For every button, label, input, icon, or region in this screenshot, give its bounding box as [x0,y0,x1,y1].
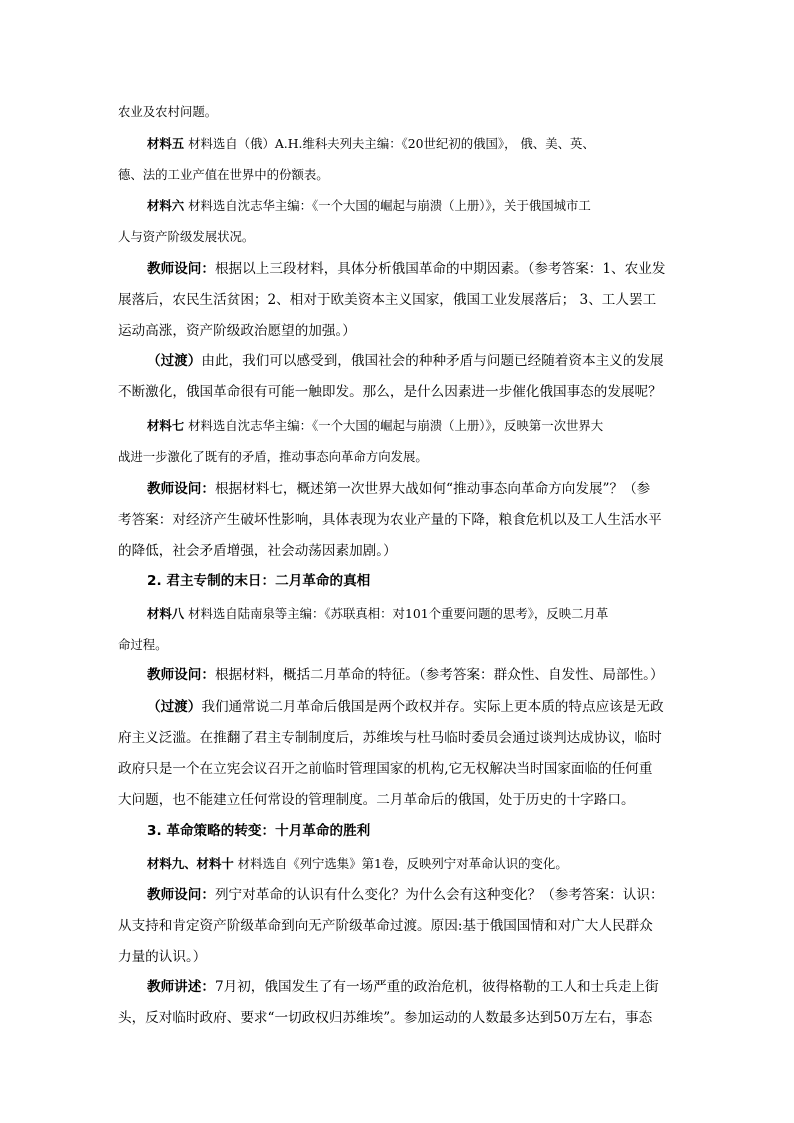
material-label: 材料五 [147,136,185,151]
teacher-question-4: 教师设问：列宁对革命的认识有什么变化？为什么会有这种变化？（参考答案：认识： 从支持和肯定资产阶级革命到向无产阶级革命过渡。原因:基于俄国国情和对广大人民群众 力量的认识。） [118,887,664,965]
material-label: 材料七 [147,418,185,433]
narration-label: 教师讲述： [147,979,215,995]
question-label: 教师设问： [147,481,215,497]
material-9-10: 材料九、材料十 材料选自《列宁选集》第1卷，反映列宁对革命认识的变化。 [147,856,568,871]
material-7: 材料七 材料选自沈志华主编：《一个大国的崛起与崩溃（上册）》，反映第一次世界大 战进一步激化了既有的矛盾，推动事态向革命方向发展。 [118,418,604,464]
teacher-narration: 教师讲述：7月初，俄国发生了有一场严重的政治危机，彼得格勒的工人和士兵走上街 头，反对临时政府、要求“一切政权归苏维埃”。参加运动的人数最多达到50万左右，事态 [118,979,659,1026]
material-label: 材料六 [147,198,185,213]
material-8: 材料八 材料选自陆南泉等主编：《苏联真相：对101个重要问题的思考》，反映二月革 命过程。 [118,606,609,652]
material-5: 材料五 材料选自（俄）A.H.维科夫列夫主编：《20世纪初的俄国》， 俄、美、英、 德、法的工业产值在世界中的份额表。 [118,136,595,182]
question-label: 教师设问： [147,667,215,683]
paragraph-continuation: 农业及农村问题。 [118,104,218,119]
section-heading-3: 3. 革命策略的转变：十月革命的胜利 [147,823,371,839]
teacher-question-1: 教师设问：根据以上三段材料，具体分析俄国革命的中期因素。（参考答案：1、农业发 展落后，农民生活贫困；2、相对于欧美资本主义国家，俄国工业发展落后； 3、工人罢工 运动高涨，资产阶级政治愿望的加强。） [118,261,666,339]
teacher-question-3: 教师设问：根据材料，概括二月革命的特征。（参考答案：群众性、自发性、局部性。） [147,667,664,683]
transition-2: （过渡）我们通常说二月革命后俄国是两个政权并存。实际上更本质的特点应该是无政 府主义泛滥。在推翻了君主专制制度后，苏维埃与杜马临时委员会通过谈判达成协议，临时 政府只是一个在立宪会议召开之前临时管理国家的机构,它无权解决当时国家面临的任何重 大问题，也不能建立任何常设的管理制度。二月革命后的俄国，处于历史的十字路口。 [118,699,664,808]
section-heading-2: 2. 君主专制的末日：二月革命的真相 [147,573,371,589]
question-label: 教师设问： [147,261,215,277]
material-label: 材料八 [147,606,185,621]
transition-1: （过渡）由此，我们可以感受到，俄国社会的种种矛盾与问题已经随着资本主义的发展 不断激化，俄国革命很有可能一触即发。那么，是什么因素进一步催化俄国事态的发展呢？ [118,353,664,400]
transition-label: （过渡） [147,699,202,715]
material-6: 材料六 材料选自沈志华主编：《一个大国的崛起与崩溃（上册）》，关于俄国城市工 人与资产阶级发展状况。 [118,198,591,244]
transition-label: （过渡） [147,353,202,369]
question-label: 教师设问： [147,887,215,903]
material-label: 材料九、材料十 [147,856,234,871]
teacher-question-2: 教师设问：根据材料七，概述第一次世界大战如何“推动事态向革命方向发展”？（参 考答案：对经济产生破坏性影响，具体表现为农业产量的下降，粮食危机以及工人生活水平 的降低，社会矛盾增强，社会动荡因素加剧。） [118,481,662,559]
